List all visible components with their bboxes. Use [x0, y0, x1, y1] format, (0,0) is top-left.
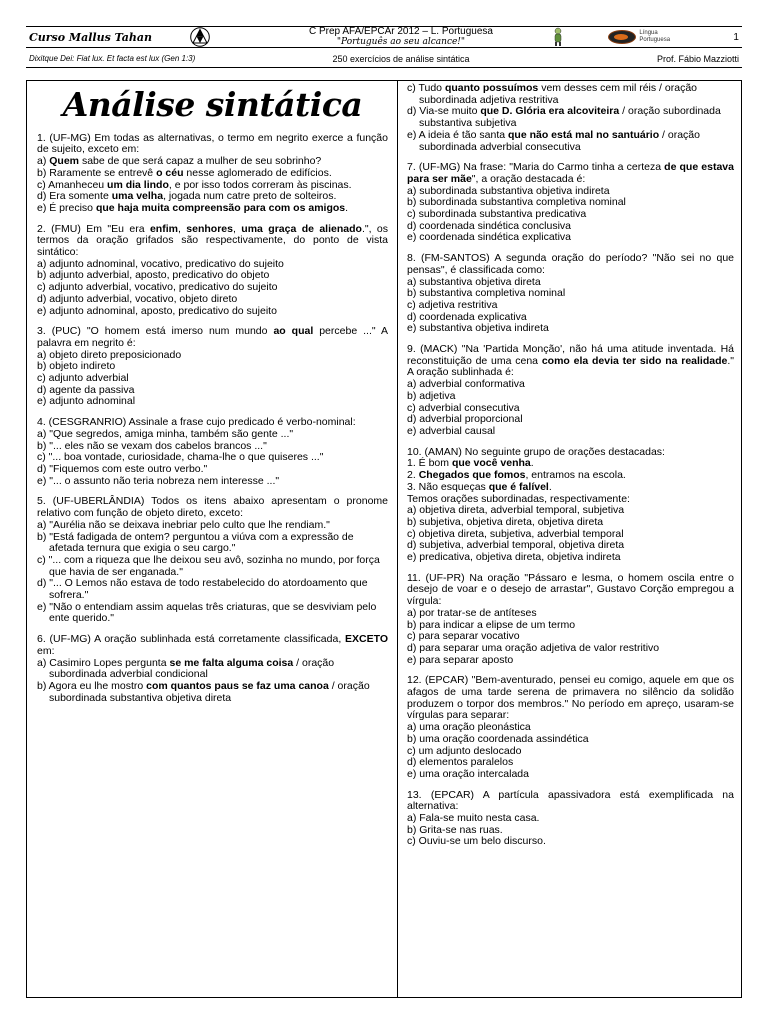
question-block — [407, 573, 734, 667]
answer-option — [407, 426, 734, 438]
text-segment: e) É preciso — [37, 201, 96, 214]
text-segment: c) Amanheceu — [37, 178, 108, 191]
lingua-portuguesa-logo — [608, 30, 670, 44]
text-segment: 11. (UF-PR) Na oração "Pássaro e lesma, o homem oscila entre o desejo de voar e o desejo de arrastar", Gustavo Corção empregou a vírgula: — [407, 571, 734, 608]
text-segment: 6. (UF-MG) A oração sublinhada está corretamente classificada, — [37, 633, 346, 646]
text-segment: 2. — [407, 469, 419, 482]
text-segment: c) para separar vocativo — [407, 630, 520, 643]
text-segment: d) elementos paralelos — [407, 756, 514, 769]
question-stem — [37, 496, 388, 519]
bold-text: quanto possuímos — [444, 82, 539, 94]
answer-option — [37, 203, 388, 215]
text-segment: ", a oração destacada é: — [471, 172, 586, 185]
answer-option — [407, 552, 734, 564]
question-block — [37, 634, 388, 704]
text-segment: b) "... eles não se vexam dos cabelos brancos ..." — [37, 439, 267, 452]
text-segment: a) por tratar-se de antíteses — [407, 606, 537, 619]
bold-text: de que estava para ser mãe — [407, 161, 734, 185]
text-segment: e) predicativa, objetiva direta, objetiva indireta — [407, 551, 621, 564]
text-segment: a) Fala-se muito nesta casa. — [407, 812, 540, 825]
text-segment: b) substantiva completiva nominal — [407, 287, 566, 300]
answer-option — [37, 396, 388, 408]
text-segment: / oração subordinada adverbial condicional — [49, 656, 335, 681]
question-stem — [37, 326, 388, 349]
text-segment: b) uma oração coordenada assindética — [407, 732, 589, 745]
text-segment: .", os termos da oração grifados são respectivamente, do ponto de vista sintático: — [37, 222, 388, 259]
bold-text: enfim — [149, 222, 178, 235]
motto: "Português ao seu alcance!" — [336, 37, 466, 47]
question-stem — [407, 162, 734, 185]
text-segment: 5. (UF-UBERLÂNDIA) Todos os itens abaixo apresentam o pronome relativo com função de objeto direto, exceto: — [37, 495, 388, 520]
bold-text: Quem — [49, 155, 80, 168]
text-segment: c) adverbial consecutiva — [407, 401, 520, 414]
text-segment: a) subordinada substantiva objetiva indireta — [407, 184, 610, 197]
brand-cell — [26, 27, 258, 48]
answer-option — [407, 836, 734, 848]
question-block — [37, 224, 388, 318]
text-segment: 4. (CESGRANRIO) Assinale a frase cujo predicado é verbo-nominal: — [37, 416, 356, 429]
text-segment: / oração subordinada adverbial consecutiva — [419, 128, 700, 153]
logo-cell — [544, 27, 742, 48]
text-segment: c) adjunto adverbial, vocativo, predicativo do sujeito — [37, 281, 278, 294]
text-segment: , — [232, 222, 242, 235]
text-segment: percebe ..." A palavra em negrito é: — [37, 325, 388, 349]
text-segment: 12. (EPCAR) "Bem-aventurado, pensei eu comigo, aquele em que os afagos de uma tarde serena de primavera no silêncio da solidão produzem o torpor dos membros." No período em apreço, usaram-se vírgulas para separar: — [407, 674, 734, 722]
text-segment: nesse aglomerado de edifícios. — [183, 166, 332, 179]
question-block — [407, 83, 734, 153]
text-segment: , — [177, 222, 187, 235]
lingua-logo-line1: Língua — [639, 30, 658, 36]
answer-option — [407, 232, 734, 244]
document-subtitle: 250 exercícios de análise sintática — [332, 53, 470, 64]
text-segment: b) subordinada substantiva completiva nominal — [407, 196, 626, 209]
question-stem — [37, 224, 388, 259]
page-number: 1 — [733, 31, 739, 43]
bold-text: que não está mal no santuário — [508, 128, 660, 141]
answer-option — [407, 323, 734, 335]
text-segment: 10. (AMAN) No seguinte grupo de orações destacadas: — [407, 445, 665, 458]
answer-option — [37, 602, 388, 625]
text-segment: d) para separar uma oração adjetiva de valor restritivo — [407, 641, 660, 654]
answer-option — [37, 476, 388, 488]
answer-option — [37, 555, 388, 578]
text-segment: e) uma oração intercalada — [407, 767, 529, 780]
text-segment: d) "Fiquemos com este outro verbo." — [37, 462, 208, 475]
question-block — [37, 417, 388, 487]
bold-text: o céu — [156, 166, 184, 179]
left-column — [27, 81, 397, 713]
text-segment: , jogada num catre preto de solteiros. — [163, 190, 337, 203]
text-segment: a) "Que segredos, amiga minha, também são gente ..." — [37, 427, 294, 440]
text-segment: . — [548, 480, 552, 493]
text-segment: em: — [37, 644, 55, 657]
text-segment: 2. (FMU) Em "Eu era — [37, 222, 150, 235]
text-segment: d) Era somente — [37, 190, 112, 203]
text-segment: b) objeto indireto — [37, 360, 116, 373]
text-segment: c) subordinada substantiva predicativa — [407, 208, 587, 221]
question-block — [37, 133, 388, 215]
question-stem — [407, 675, 734, 722]
text-segment: c) objetiva direta, subjetiva, adverbial temporal — [407, 527, 624, 540]
text-segment: e) A ideia é tão santa — [407, 128, 508, 141]
question-stem — [37, 133, 388, 156]
answer-option — [37, 578, 388, 601]
text-segment: b) adjetiva — [407, 389, 456, 402]
text-segment: sabe de que será capaz a mulher de seu sobrinho? — [79, 155, 322, 168]
question-block — [407, 253, 734, 335]
text-segment: . — [530, 457, 534, 470]
text-segment: b) Agora eu lhe mostro — [37, 679, 147, 692]
question-stem — [407, 253, 734, 276]
text-segment: e) adjunto adnominal, aposto, predicativo do sujeito — [37, 304, 277, 317]
answer-option — [407, 769, 734, 781]
question-stem — [37, 634, 388, 657]
text-segment: c) um adjunto deslocado — [407, 744, 522, 757]
text-segment: a) Casimiro Lopes pergunta — [37, 656, 170, 669]
text-segment: 1. (UF-MG) Em todas as alternativas, o termo em negrito exerce a função de sujeito, exceto em: — [37, 131, 388, 156]
answer-option — [407, 379, 734, 391]
text-segment: e) adverbial causal — [407, 424, 496, 437]
text-segment: a) adverbial conformativa — [407, 378, 525, 391]
text-segment: 9. (MACK) "Na 'Partida Monção', não há uma atitude inventada. Há reconstituição de uma cena — [407, 343, 734, 367]
answer-option — [37, 681, 388, 704]
text-segment: vem desses cem mil réis / oração subordinada adjetiva restritiva — [419, 82, 697, 106]
text-segment: a) "Aurélia não se deixava inebriar pelo culto que lhe rendiam." — [37, 518, 330, 531]
bold-text: uma velha — [111, 190, 164, 203]
text-segment: c) "... boa vontade, curiosidade, chama-lhe o que quiseres ..." — [37, 451, 324, 464]
text-segment: 3. Não esqueças — [407, 480, 489, 493]
text-segment: d) coordenada explicativa — [407, 310, 527, 323]
text-segment: d) adjunto adverbial, vocativo, objeto direto — [37, 292, 238, 305]
page-title: Análise sintática — [62, 85, 363, 124]
question-stem — [407, 790, 734, 813]
subtitle-cell — [258, 48, 544, 69]
text-segment: 13. (EPCAR) A partícula apassivadora está exemplificada na alternativa: — [407, 788, 734, 813]
brand-name: Curso Mallus Tahan — [29, 30, 152, 44]
answer-option — [407, 106, 734, 129]
question-stem — [407, 344, 734, 379]
text-segment: e) para separar aposto — [407, 653, 514, 666]
bold-text: que haja muita compreensão para com os amigos — [95, 201, 346, 214]
text-segment: d) coordenada sindética conclusiva — [407, 219, 572, 232]
text-segment: a) adjunto adnominal, vocativo, predicativo do sujeito — [37, 257, 284, 270]
bold-text: uma graça de alienado — [241, 222, 362, 235]
question-block — [407, 447, 734, 564]
bold-text: EXCETO — [345, 633, 388, 646]
question-block — [407, 675, 734, 780]
dixit-quote: Dixitque Dei: Fiat lux. Et facta est lux (Gen 1:3) — [29, 54, 196, 63]
answer-option — [407, 130, 734, 153]
answer-option — [37, 658, 388, 681]
text-segment: a) — [37, 155, 50, 168]
question-block — [37, 496, 388, 625]
answer-option — [407, 83, 734, 106]
bold-text: se me falta alguma coisa — [169, 656, 294, 669]
bold-text: senhores — [186, 222, 233, 235]
bold-text: como ela devia ter sido na realidade — [541, 354, 728, 367]
text-segment: / oração subordinada substantiva subjetiva — [419, 105, 721, 130]
text-segment: e) coordenada sindética explicativa — [407, 231, 572, 244]
text-segment: ." A oração sublinhada é: — [407, 354, 735, 379]
text-segment: a) objeto direto preposicionado — [37, 348, 182, 361]
text-segment: . — [345, 201, 349, 214]
text-segment: a) substantiva objetiva direta — [407, 275, 541, 288]
text-segment: , entramos na escola. — [525, 469, 626, 482]
text-segment: a) objetiva direta, adverbial temporal, subjetiva — [407, 504, 625, 517]
text-segment: a) uma oração pleonástica — [407, 721, 531, 734]
text-segment: e) "Não o entendiam assim aquelas três criaturas, que se desviviam pelo ente querido." — [37, 600, 377, 625]
question-stem — [407, 573, 734, 608]
dixit-cell — [26, 48, 258, 69]
text-segment: d) Via-se muito — [407, 105, 481, 118]
bold-text: que D. Glória era alcoviteira — [480, 105, 620, 118]
answer-option — [407, 655, 734, 667]
text-segment: , e por isso todos correram às piscinas. — [168, 178, 352, 191]
text-segment: 7. (UF-MG) Na frase: "Maria do Carmo tinha a certeza — [407, 161, 665, 174]
question-block — [37, 326, 388, 408]
text-segment: b) Raramente se entrevê — [37, 166, 157, 179]
bold-text: que é falível — [488, 480, 549, 493]
text-segment: b) para indicar a elipse de um termo — [407, 618, 576, 631]
course-cell — [258, 27, 544, 48]
text-segment: c) adjunto adverbial — [37, 372, 129, 385]
text-segment: d) "... O Lemos não estava de todo restabelecido do atordoamento que sofrera." — [37, 577, 368, 602]
text-segment: b) adjunto adverbial, aposto, predicativo do objeto — [37, 269, 270, 282]
text-segment: / oração subordinada substantiva objetiva direta — [49, 679, 370, 704]
mascot-icon — [551, 27, 565, 47]
text-segment: c) adjetiva restritiva — [407, 298, 498, 311]
text-segment: c) Ouviu-se um belo discurso. — [407, 835, 546, 848]
answer-option — [37, 306, 388, 318]
text-segment: 1. É bom — [407, 457, 452, 470]
text-segment: c) Tudo — [407, 82, 445, 94]
text-segment: 3. (PUC) "O homem está imerso num mundo — [37, 325, 274, 338]
page-header — [26, 26, 742, 68]
text-segment: b) subjetiva, objetiva direta, objetiva direta — [407, 515, 604, 528]
question-block — [407, 162, 734, 244]
text-segment: Temos orações subordinadas, respectivamente: — [407, 492, 630, 505]
text-segment: 8. (FM-SANTOS) A segunda oração do período? "Não sei no que pensas", é classificada como: — [407, 252, 734, 276]
bold-text: ao qual — [273, 325, 314, 338]
bold-text: Chegados que fomos — [418, 469, 526, 482]
text-segment: d) adverbial proporcional — [407, 413, 523, 426]
triforce-logo-icon — [186, 27, 214, 47]
professor-name: Prof. Fábio Mazziotti — [656, 53, 739, 64]
text-segment: d) subjetiva, adverbial temporal, objetiva direta — [407, 539, 625, 552]
content-frame — [26, 80, 742, 998]
bold-text: que você venha — [451, 457, 531, 470]
right-column — [398, 81, 742, 857]
text-segment: e) "... o assunto não teria nobreza nem interesse ..." — [37, 474, 280, 487]
lingua-logo-icon — [608, 30, 636, 44]
text-segment: c) "... com a riqueza que lhe deixou seu avô, sozinha no mundo, por força que havia de ser enganada." — [37, 553, 380, 578]
professor-cell — [544, 48, 742, 69]
question-block — [407, 344, 734, 438]
question-block — [407, 790, 734, 849]
bold-text: com quantos paus se faz uma canoa — [146, 679, 329, 692]
answer-option — [37, 532, 388, 555]
text-segment: e) adjunto adnominal — [37, 395, 136, 408]
text-segment: b) Grita-se nas ruas. — [407, 823, 503, 836]
text-segment: b) "Está fadigada de ontem? perguntou a viúva com a expressão de afetada ternura que exigia o seu cargo." — [37, 530, 354, 555]
lingua-logo-line2: Portuguesa — [639, 37, 671, 43]
bold-text: um dia lindo — [107, 178, 169, 191]
text-segment: d) agente da passiva — [37, 383, 135, 396]
course-line: C Prep AFA/EPCAr 2012 – L. Portuguesa — [309, 27, 493, 37]
text-segment: e) substantiva objetiva indireta — [407, 322, 549, 335]
